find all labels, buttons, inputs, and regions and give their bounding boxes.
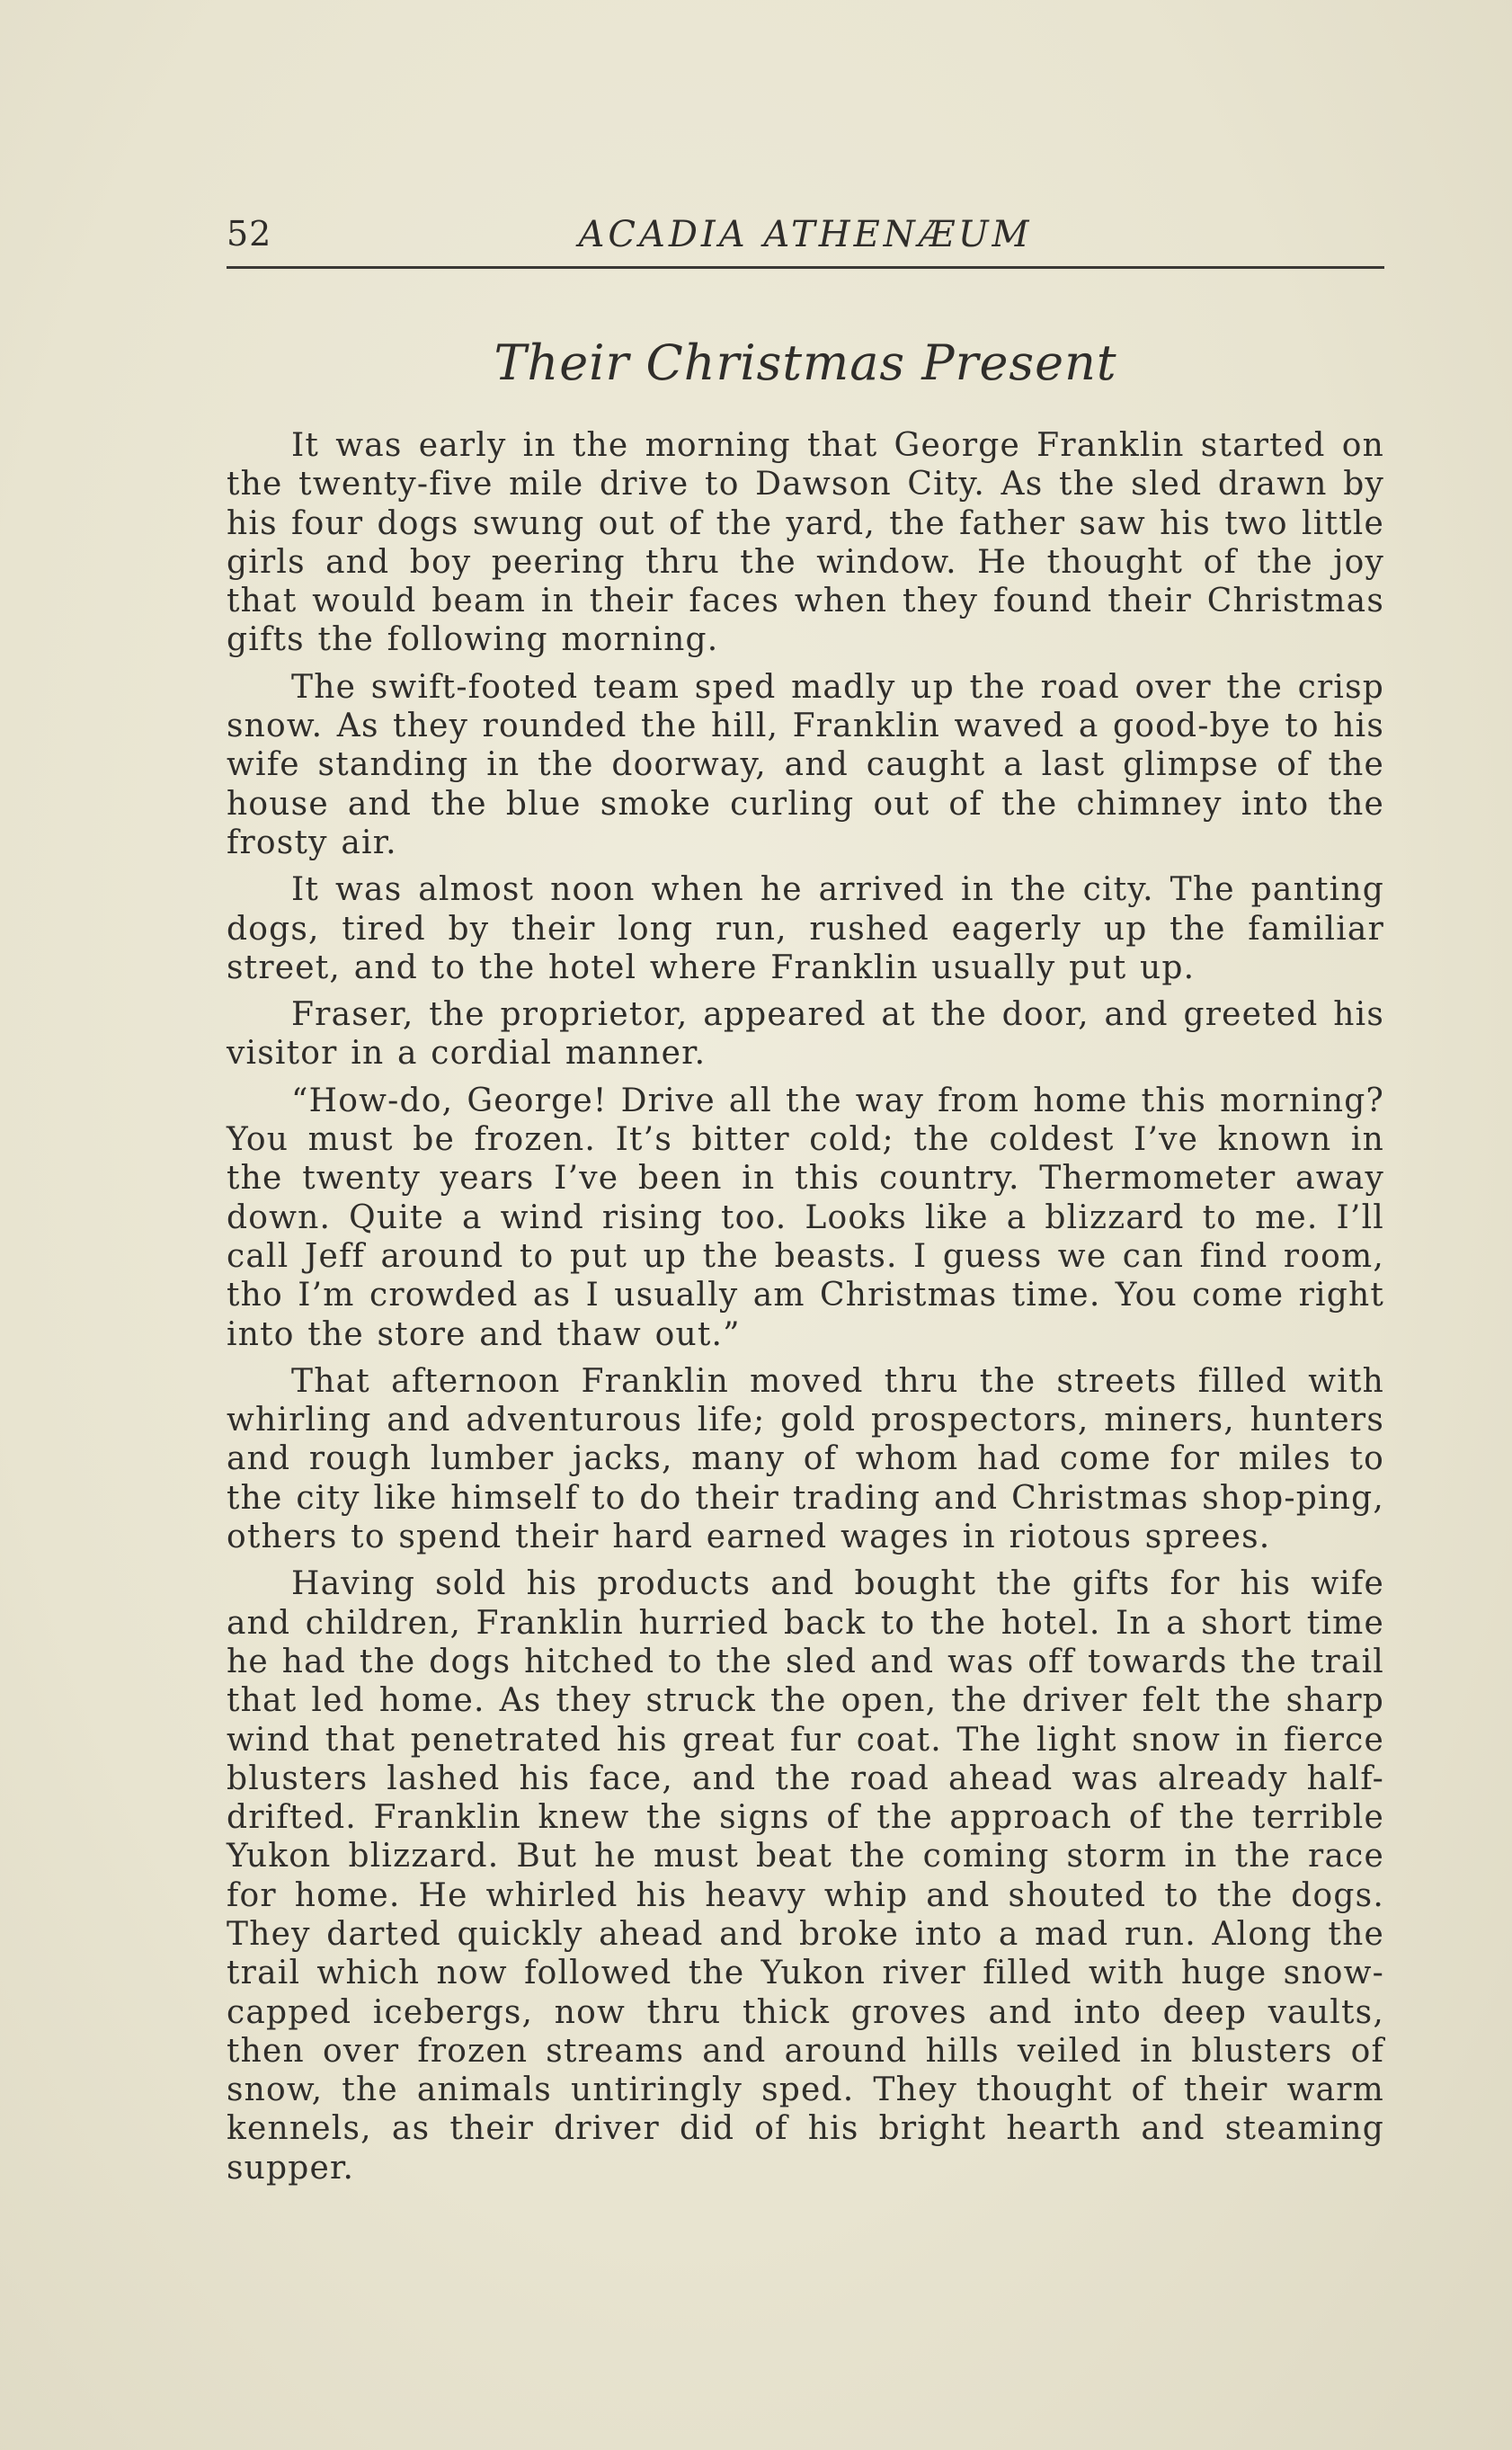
paragraph: The swift-footed team sped madly up the road over the crisp snow. As they rounded the hill, Franklin waved a good-bye to his wife standing in the doorway, and caught a last glimpse of the house and the blue smoke curling out of the chimney into the frosty air.	[227, 668, 1384, 861]
article-title: Their Christmas Present	[494, 334, 1117, 391]
paragraph: Fraser, the proprietor, appeared at the door, and greeted his visitor in a cordial manner.	[227, 996, 1384, 1073]
paragraph: “How-do, George! Drive all the way from home this morning? You must be frozen. It’s bitter cold; the coldest I’ve known in the twenty years I’ve been in this country. Thermometer away down. Quite a wind rising too. Looks like a blizzard to me. I’ll call Jeff around to put up the beasts. I guess we can find room, tho I’m crowded as I usually am Christmas time. You come right into the store and thaw out.”	[227, 1082, 1384, 1353]
article-body	[227, 426, 1384, 2196]
paragraph: It was almost noon when he arrived in the city. The panting dogs, tired by their long run, rushed eagerly up the familiar street, and to the hotel where Franklin usually put up.	[227, 871, 1384, 986]
paragraph: It was early in the morning that George Franklin started on the twenty-five mile drive to Dawson City. As the sled drawn by his four dogs swung out of the yard, the father saw his two little girls and boy peering thru the window. He thought of the joy that would beam in their faces when they found their Christmas gifts the following morning.	[227, 427, 1384, 659]
journal-title: ACADIA ATHENÆUM	[578, 214, 1033, 255]
running-head	[227, 209, 1384, 269]
page-number: 52	[227, 214, 272, 254]
paragraph: That afternoon Franklin moved thru the streets filled with whirling and adventurous life; gold prospectors, miners, hunters and rough lumber jacks, many of whom had come for miles to the city like himself to do their trading and Christmas shop-ping, others to spend their hard earned wages in riotous sprees.	[227, 1362, 1384, 1556]
paragraph: Having sold his products and bought the gifts for his wife and children, Franklin hurried back to the hotel. In a short time he had the dogs hitched to the sled and was off towards the trail that led home. As they struck the open, the driver felt the sharp wind that penetrated his great fur coat. The light snow in fierce blusters lashed his face, and the road ahead was already half-drifted. Franklin knew the signs of the approach of the terrible Yukon blizzard. But he must beat the coming storm in the race for home. He whirled his heavy whip and shouted to the dogs. They darted quickly ahead and broke into a mad run. Along the trail which now followed the Yukon river filled with huge snow-capped icebergs, now thru thick groves and into deep vaults, then over frozen streams and around hills veiled in blusters of snow, the animals untiringly sped. They thought of their warm kennels, as their driver did of his bright hearth and steaming supper.	[227, 1565, 1384, 2187]
